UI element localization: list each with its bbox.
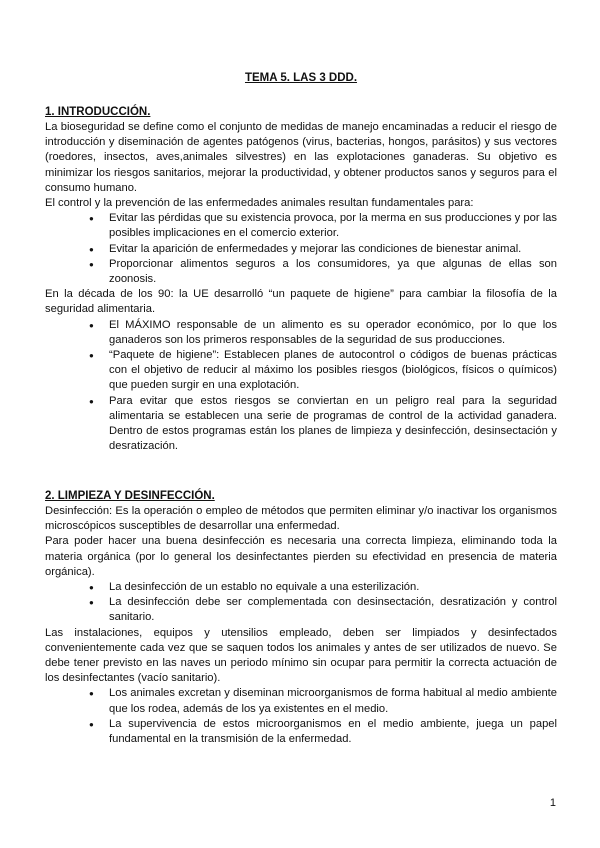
bullet-list [45,686,557,747]
list-item: ● La desinfección de un establo no equivale a una esterilización. [109,580,557,595]
section-introduccion [45,104,557,454]
paragraph: El control y la prevención de las enfermedades animales resultan fundamentales para: [45,197,474,210]
list-item: ● Proporcionar alimentos seguros a los consumidores, ya que algunas de ellas son zoonosis. [109,257,557,287]
list-item: ● La supervivencia de estos microorganismos en el medio ambiente, juega un papel fundamental en la transmisión de la enfermedad. [109,717,557,747]
bullet-list [45,580,557,626]
list-item: ● “Paquete de higiene”: Establecen planes de autocontrol o códigos de buenas prácticas con el objetivo de reducir al máximo los posibles riesgos (biológicos, físicos o químicos) que pueden surgir en una explotación. [109,348,557,394]
page-number: 1 [549,797,556,809]
list-item: ● Los animales excretan y diseminan microorganismos de forma habitual al medio ambiente que los rodea, además de los ya existentes en el medio. [109,686,557,716]
list-item: ● Evitar las pérdidas que su existencia provoca, por la merma en sus producciones y por las posibles implicaciones en el comercio exterior. [109,211,557,241]
list-item: ● Evitar la aparición de enfermedades y mejorar las condiciones de bienestar animal. [109,242,557,257]
list-item: ● La desinfección debe ser complementada con desinsectación, desratización y control sanitario. [109,595,557,625]
list-item: ● Para evitar que estos riesgos se conviertan en un peligro real para la seguridad alimentaria se establecen una serie de programas de control de la actividad ganadera. Dentro de estos programas están los planes de limpieza y desinfección, desinsectación y desratización. [109,394,557,455]
section-heading: 2. LIMPIEZA Y DESINFECCIÓN. [45,490,215,502]
page-title: TEMA 5. LAS 3 DDD. [244,72,358,84]
paragraph: Desinfección: Es la operación o empleo de métodos que permiten eliminar y/o inactivar los organismos microscópicos susceptibles de desarrollar una enfermedad. [45,505,557,533]
section-limpieza [45,488,557,747]
section-heading: 1. INTRODUCCIÓN. [45,106,151,118]
paragraph: Las instalaciones, equipos y utensilios empleado, deben ser limpiados y desinfectados convenientemente cada vez que se saquen todos los animales y antes de ser utilizados de nuevo. Se debe tener previsto en las naves un periodo mínimo sin ocupar para permitir la correcta actuación de los desinfectantes (vacío sanitario). [45,626,557,685]
list-item: ● El MÁXIMO responsable de un alimento es su operador económico, por lo que los ganaderos son los primeros responsables de la seguridad de sus producciones. [109,318,557,348]
paragraph: En la década de los 90: la UE desarrolló “un paquete de higiene” para cambiar la filosofía de la seguridad alimentaria. [45,288,557,316]
paragraph: Para poder hacer una buena desinfección es necesaria una correcta limpieza, eliminando toda la materia orgánica (por lo general los desinfectantes pierden su efectividad en presencia de materia orgánica). [45,535,557,578]
bullet-list [45,211,557,287]
paragraph: La bioseguridad se define como el conjunto de medidas de manejo encaminadas a reducir el riesgo de introducción y diseminación de agentes patógenos (virus, bacterias, hongos, parásitos) y sus vectores (roedores, insectos, aves,animales silvestres) en las explotaciones ganaderas. Su objetivo es minimizar los riesgos sanitarios, mejorar la productividad, y obtener productos sanos y seguros para el consumo humano. [45,121,557,194]
bullet-list [45,318,557,455]
